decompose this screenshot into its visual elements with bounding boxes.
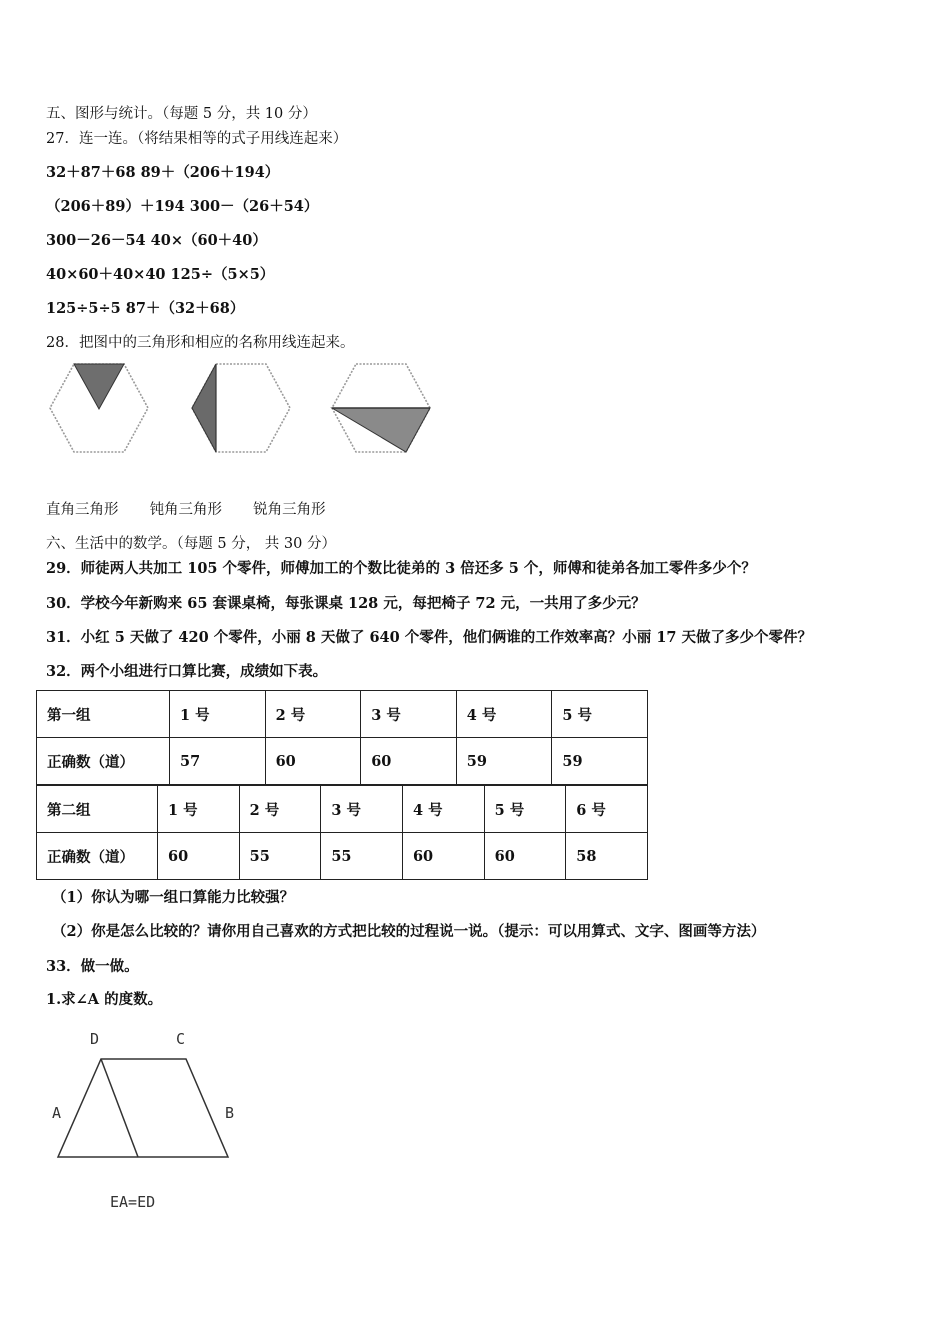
name-acute-triangle: 锐角三角形 [253, 502, 326, 518]
group1-header-5: 5 号 [552, 691, 648, 738]
group2-value-3: 55 [321, 833, 403, 880]
group2-label: 第二组 [37, 786, 158, 833]
q30-text: 30．学校今年新购来 65 套课桌椅，每张课桌 128 元，每把椅子 72 元，一共用了多少元？ [46, 595, 646, 612]
group2-header-1: 1 号 [158, 786, 240, 833]
q32-sub-2: （2）你是怎么比较的？请你用自己喜欢的方式把比较的过程说一说。（提示：可以用算式、文字、图画等方法） [52, 923, 766, 940]
group1-value-2: 60 [265, 738, 361, 785]
group2-header-4: 4 号 [402, 786, 484, 833]
group2-value-2: 55 [239, 833, 321, 880]
q27-row-3: 300－26－54 40×（60＋40） [46, 232, 267, 249]
group1-header-3: 3 号 [361, 691, 457, 738]
note-ea-ed: EA=ED [110, 1193, 156, 1211]
q27-row-5: 125÷5÷5 87＋（32＋68） [46, 300, 245, 317]
group2-value-5: 60 [484, 833, 566, 880]
label-a: A [52, 1104, 62, 1122]
group2-header-2: 2 号 [239, 786, 321, 833]
group2-value-4: 60 [402, 833, 484, 880]
group1-value-5: 59 [552, 738, 648, 785]
group1-value-3: 60 [361, 738, 457, 785]
q27-title: 27．连一连。（将结果相等的式子用线连起来） [46, 131, 348, 147]
group1-header-1: 1 号 [170, 691, 266, 738]
q27-row-1: 32＋87＋68 89＋（206＋194） [46, 164, 280, 181]
q33-sub-1: 1.求∠A 的度数。 [46, 991, 163, 1008]
triangle-names [46, 498, 352, 519]
q32-title: 32．两个小组进行口算比赛，成绩如下表。 [46, 663, 328, 680]
group1-table [36, 690, 648, 785]
group1-header-4: 4 号 [456, 691, 552, 738]
group2-header-3: 3 号 [321, 786, 403, 833]
group2-row-label: 正确数（道） [37, 833, 158, 880]
label-c: C [176, 1030, 186, 1048]
name-right-triangle: 直角三角形 [46, 502, 119, 518]
table-row [37, 833, 648, 880]
group2-table [36, 785, 648, 880]
q33-title: 33．做一做。 [46, 958, 139, 975]
q27-row-2: （206＋89）＋194 300－（26＋54） [46, 198, 319, 215]
label-d: D [90, 1030, 100, 1048]
group2-header-5: 5 号 [484, 786, 566, 833]
section-6-heading: 六、生活中的数学。（每题 5 分， 共 30 分） [46, 536, 336, 552]
q31-text: 31．小红 5 天做了 420 个零件，小丽 8 天做了 640 个零件，他们俩谁的工作效率高？小丽 17 天做了多少个零件？ [46, 629, 813, 646]
table-row [37, 691, 648, 738]
group2-value-1: 60 [158, 833, 240, 880]
group1-header-2: 2 号 [265, 691, 361, 738]
q32-sub-1: （1）你认为哪一组口算能力比较强？ [52, 889, 295, 906]
label-b: B [225, 1104, 235, 1122]
q28-title: 28．把图中的三角形和相应的名称用线连起来。 [46, 335, 355, 351]
group1-row-label: 正确数（道） [37, 738, 170, 785]
group2-header-6: 6 号 [566, 786, 648, 833]
name-obtuse-triangle: 钝角三角形 [149, 502, 223, 518]
hexagon-figure-3 [326, 360, 436, 460]
q29-text: 29．师徒两人共加工 105 个零件，师傅加工的个数比徒弟的 3 倍还多 5 个，师傅和徒弟各加工零件多少个？ [46, 560, 756, 577]
group1-value-4: 59 [456, 738, 552, 785]
section-5-heading: 五、图形与统计。（每题 5 分，共 10 分） [46, 106, 317, 122]
table-row [37, 786, 648, 833]
q27-row-4: 40×60＋40×40 125÷（5×5） [46, 266, 275, 283]
group1-label: 第一组 [37, 691, 170, 738]
hexagon-figure-1 [44, 360, 154, 460]
table-row [37, 738, 648, 785]
group1-value-1: 57 [170, 738, 266, 785]
hexagon-figure-2 [186, 360, 296, 460]
group2-value-6: 58 [566, 833, 648, 880]
